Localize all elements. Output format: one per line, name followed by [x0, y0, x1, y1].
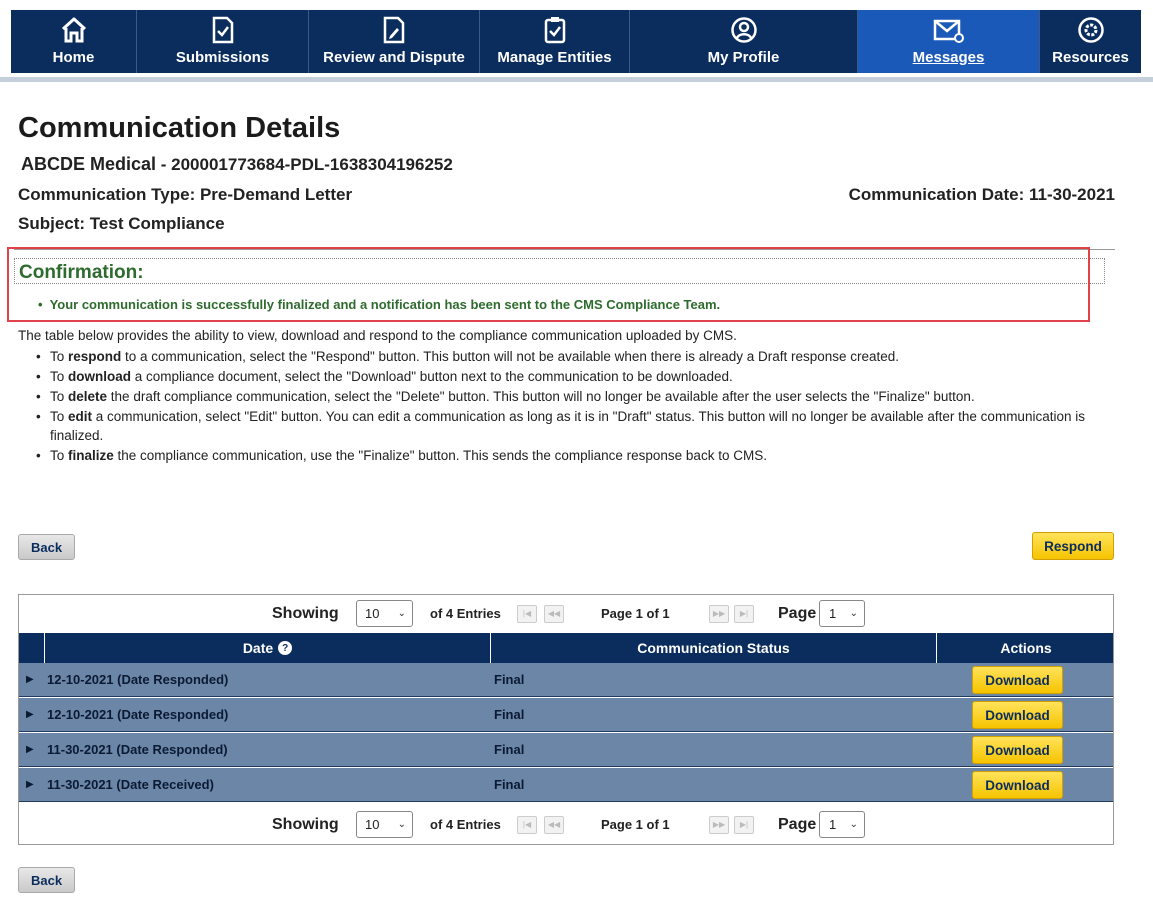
page-number-select[interactable]: 1 ⌄: [819, 811, 865, 838]
download-button[interactable]: Download: [972, 666, 1063, 694]
nav-messages-label: Messages: [912, 49, 985, 66]
pager-entries-count: of 4 Entries: [430, 606, 501, 621]
previous-page-icon[interactable]: ◀◀: [544, 605, 564, 623]
communication-date: Communication Date: 11-30-2021: [848, 185, 1115, 204]
first-page-icon[interactable]: |◀: [517, 605, 537, 623]
row-status: Final: [494, 742, 525, 757]
back-button-bottom[interactable]: Back: [18, 867, 75, 893]
column-header-actions: Actions: [936, 633, 1115, 663]
pager-showing-label: Showing: [272, 604, 339, 622]
nav-home-label: Home: [52, 49, 95, 66]
expand-row-icon[interactable]: ▶: [26, 709, 34, 720]
instructions-list: [36, 347, 1116, 466]
nav-resources[interactable]: [1040, 10, 1141, 73]
last-page-icon[interactable]: ▶|: [734, 605, 754, 623]
table-row: [19, 698, 1113, 732]
home-icon: [60, 10, 88, 44]
row-status: Final: [494, 672, 525, 687]
row-status: Final: [494, 777, 525, 792]
pager-entries-count: of 4 Entries: [430, 817, 501, 832]
help-icon[interactable]: ?: [278, 641, 292, 655]
nav-messages[interactable]: [858, 10, 1040, 73]
document-check-icon: [211, 10, 235, 44]
nav-manage-entities-label: Manage Entities: [497, 49, 612, 66]
page-number-select[interactable]: 1 ⌄: [819, 600, 865, 627]
pager-page-label: Page: [778, 815, 817, 833]
instruction-download: • To download a compliance document, select the "Download" button next to the communication to be downloaded.: [36, 367, 1116, 386]
page-title: Communication Details: [18, 112, 341, 144]
instruction-edit: • To edit a communication, select "Edit" button. You can edit a communication as long as it is in "Draft" status. This button will no longer be available after the communication is finalized.: [36, 407, 1116, 445]
nav-manage-entities[interactable]: [480, 10, 630, 73]
table-row: [19, 733, 1113, 767]
nav-my-profile[interactable]: [630, 10, 858, 73]
nav-submissions[interactable]: [137, 10, 309, 73]
expand-row-icon[interactable]: ▶: [26, 744, 34, 755]
pager-page-of: Page 1 of 1: [601, 817, 670, 832]
clipboard-check-icon: [543, 10, 567, 44]
download-button[interactable]: Download: [972, 771, 1063, 799]
row-date: 12-10-2021 (Date Responded): [47, 672, 229, 687]
nav-home[interactable]: [11, 10, 137, 73]
back-button-top[interactable]: Back: [18, 534, 75, 560]
nav-submissions-label: Submissions: [175, 49, 270, 66]
organization-name: ABCDE Medical: [21, 154, 157, 174]
nav-divider: [0, 77, 1153, 82]
instruction-finalize: • To finalize the compliance communication, use the "Finalize" button. This sends the compliance response back to CMS.: [36, 446, 1116, 465]
communication-type: Communication Type: Pre-Demand Letter: [18, 185, 353, 204]
entity-line: [21, 154, 453, 175]
column-header-status: Communication Status: [490, 633, 936, 663]
instruction-delete: • To delete the draft compliance communication, select the "Delete" button. This button will no longer be available after the user selects the "Finalize" button.: [36, 387, 1116, 406]
next-page-icon[interactable]: ▶▶: [709, 816, 729, 834]
download-button[interactable]: Download: [972, 736, 1063, 764]
confirmation-message: • Your communication is successfully finalized and a notification has been sent to the CMS Compliance Team.: [38, 297, 720, 312]
pager-page-of: Page 1 of 1: [601, 606, 670, 621]
row-date: 12-10-2021 (Date Responded): [47, 707, 229, 722]
communication-subject: Subject: Test Compliance: [18, 214, 225, 233]
chevron-down-icon: ⌄: [397, 608, 406, 619]
expand-row-icon[interactable]: ▶: [26, 674, 34, 685]
envelope-icon: [933, 10, 965, 44]
instructions-intro: The table below provides the ability to view, download and respond to the compliance communication uploaded by CMS.: [18, 328, 737, 343]
expand-row-icon[interactable]: ▶: [26, 779, 34, 790]
table-row: [19, 768, 1113, 802]
pager-top: [19, 597, 1113, 630]
pager-showing-label: Showing: [272, 815, 339, 833]
page-size-select[interactable]: 10 ⌄: [356, 600, 413, 627]
column-header-date[interactable]: Date ?: [44, 633, 490, 663]
pager-page-label: Page: [778, 604, 817, 622]
page-size-select[interactable]: 10 ⌄: [356, 811, 413, 838]
communications-table: [18, 594, 1114, 845]
next-page-icon[interactable]: ▶▶: [709, 605, 729, 623]
previous-page-icon[interactable]: ◀◀: [544, 816, 564, 834]
gear-icon: [1077, 10, 1105, 44]
last-page-icon[interactable]: ▶|: [734, 816, 754, 834]
nav-resources-label: Resources: [1052, 49, 1129, 66]
row-date: 11-30-2021 (Date Responded): [47, 742, 228, 757]
row-status: Final: [494, 707, 525, 722]
chevron-down-icon: ⌄: [397, 819, 406, 830]
table-header: [19, 633, 1113, 663]
nav-review-dispute[interactable]: [309, 10, 480, 73]
confirmation-title: Confirmation:: [19, 262, 144, 283]
first-page-icon[interactable]: |◀: [517, 816, 537, 834]
chevron-down-icon: ⌄: [849, 608, 858, 619]
top-navigation: [11, 10, 1141, 73]
table-row: [19, 663, 1113, 697]
nav-review-dispute-label: Review and Dispute: [323, 49, 465, 66]
chevron-down-icon: ⌄: [849, 819, 858, 830]
user-circle-icon: [730, 10, 758, 44]
pager-bottom: [19, 808, 1113, 841]
respond-button[interactable]: Respond: [1032, 532, 1114, 560]
instruction-respond: • To respond to a communication, select the "Respond" button. This button will not be available when there is already a Draft response created.: [36, 347, 1116, 366]
download-button[interactable]: Download: [972, 701, 1063, 729]
document-edit-icon: [382, 10, 406, 44]
communication-id: - 200001773684-PDL-1638304196252: [156, 155, 453, 174]
nav-my-profile-label: My Profile: [707, 49, 780, 66]
row-date: 11-30-2021 (Date Received): [47, 777, 214, 792]
